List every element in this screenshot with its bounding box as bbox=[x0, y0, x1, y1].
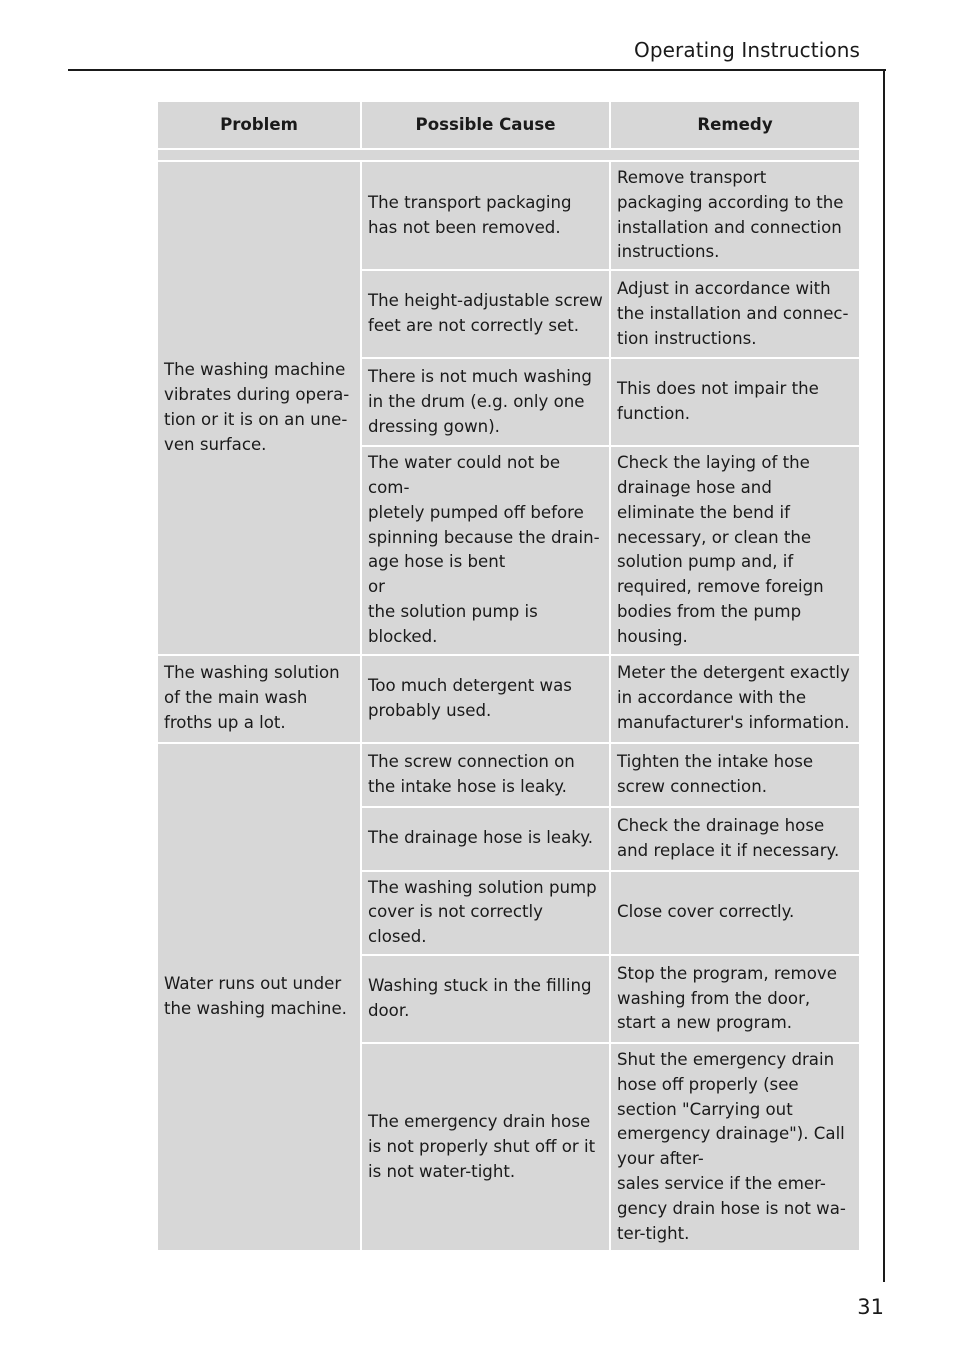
cause-cell: The transport packaging has not been removed. bbox=[362, 162, 609, 269]
problem-cell: Water runs out under the washing machine. bbox=[158, 744, 360, 1251]
remedy-cell: Check the drainage hose and replace it if necessary. bbox=[611, 808, 859, 870]
table-body bbox=[158, 150, 859, 1250]
table-header-row bbox=[158, 102, 859, 148]
remedy-cell: Tighten the intake hose screw connection. bbox=[611, 744, 859, 806]
cause-cell: The water could not be com- pletely pumped off before spinning because the drain- age hose is bent or the solution pump is blocked. bbox=[362, 447, 609, 653]
remedy-cell: Adjust in accordance with the installation and connec- tion instructions. bbox=[611, 271, 859, 357]
column-header-remedy: Remedy bbox=[611, 102, 859, 148]
column-header-cause: Possible Cause bbox=[362, 102, 609, 148]
header-rule bbox=[68, 69, 886, 71]
cause-cell: The emergency drain hose is not properly shut off or it is not water-tight. bbox=[362, 1044, 609, 1250]
table-header-gap bbox=[158, 150, 859, 160]
side-rule bbox=[883, 69, 885, 1282]
cause-cell: The height-adjustable screw feet are not correctly set. bbox=[362, 271, 609, 357]
cause-cell: Washing stuck in the filling door. bbox=[362, 956, 609, 1042]
cause-cell: The screw connection on the intake hose is leaky. bbox=[362, 744, 609, 806]
problem-cell: The washing machine vibrates during opera- tion or it is on an une- ven surface. bbox=[158, 162, 360, 654]
remedy-cell: Remove transport packaging according to the installation and connection instructions. bbox=[611, 162, 859, 269]
remedy-cell: Check the laying of the drainage hose and eliminate the bend if necessary, or clean the solution pump and, if required, remove foreign bodies from the pump housing. bbox=[611, 447, 859, 653]
problem-cell: The washing solution of the main wash froths up a lot. bbox=[158, 656, 360, 742]
troubleshooting-table bbox=[156, 100, 861, 1252]
page-number: 31 bbox=[857, 1295, 884, 1319]
remedy-cell: This does not impair the function. bbox=[611, 359, 859, 445]
header-title: Operating Instructions bbox=[633, 38, 860, 62]
remedy-cell: Close cover correctly. bbox=[611, 872, 859, 954]
table-row bbox=[158, 162, 859, 269]
remedy-cell: Shut the emergency drain hose off properly (see section "Carrying out emergency drainage"). Call your after- sales service if the emer- gency drain hose is not wa- ter-tight. bbox=[611, 1044, 859, 1250]
table-row bbox=[158, 744, 859, 806]
cause-cell: There is not much washing in the drum (e.g. only one dressing gown). bbox=[362, 359, 609, 445]
remedy-cell: Stop the program, remove washing from the door, start a new program. bbox=[611, 956, 859, 1042]
remedy-cell: Meter the detergent exactly in accordance with the manufacturer's information. bbox=[611, 656, 859, 742]
cause-cell: The washing solution pump cover is not correctly closed. bbox=[362, 872, 609, 954]
cause-cell: Too much detergent was probably used. bbox=[362, 656, 609, 742]
table-row bbox=[158, 656, 859, 742]
cause-cell: The drainage hose is leaky. bbox=[362, 808, 609, 870]
column-header-problem: Problem bbox=[158, 102, 360, 148]
